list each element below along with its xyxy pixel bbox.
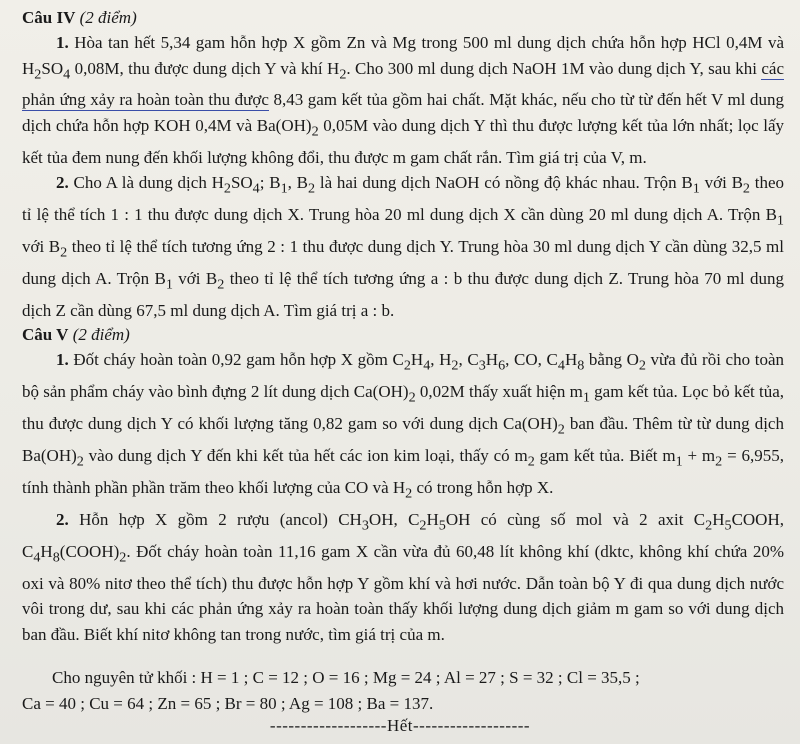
section-v-points: (2 điểm) xyxy=(72,325,130,345)
atomic-masses-line-1: Cho nguyên tử khối : H = 1 ; C = 12 ; O = 16 ; Mg = 24 ; Al = 27 ; S = 32 ; Cl = 35,5 ; xyxy=(52,668,640,688)
section-iv-points: (2 điểm) xyxy=(79,8,137,27)
section-iv-title xyxy=(22,6,784,30)
question-iv-1: 1. Hòa tan hết 5,34 gam hỗn hợp X gồm Zn và Mg trong 500 ml dung dịch chứa hỗn hợp HCl 0,4M và $H_2SO_4$ 0,08M, thu được dung dịch Y và khí $H_2$. Cho 300 ml dung dịch NaOH 1M vào dung dịch Y, sau khi các phản ứng xảy ra hoàn toàn thu được 8,43 gam kết tủa gồm hai chất. Mặt khác, nếu cho từ từ đến hết V ml dung dịch chứa hỗn hợp KOH 0,4M và $Ba(OH)_2$ 0,05M vào dung dịch Y thì thu được lượng kết tủa lớn nhất; lọc lấy kết tủa đem nung đến khối lượng không đổi, thu được m gam chất rắn. Tìm giá trị của V, m. xyxy=(22,33,785,167)
question-iv-2: 2. Cho A là dung dịch $H_2SO_4$; $B_1$, $B_2$ là hai dung dịch NaOH có nồng độ khác nhau. Trộn $B_1$ với $B_2$ theo tỉ lệ thể tích 1 : 1 thu được dung dịch X. Trung hòa 20 ml dung dịch X cần dùng 20 ml dung dịch A. Trộn $B_1$ với $B_2$ theo tỉ lệ thể tích tương ứng 2 : 1 thu được dung dịch Y. Trung hòa 30 ml dung dịch Y cần dùng 32,5 ml dung dịch A. Trộn $B_1$ với $B_2$ theo tỉ lệ thể tích tương ứng a : b thu được dung dịch Z. Trung hòa 70 ml dung dịch Z cần dùng 67,5 ml dung dịch A. Tìm giá trị a : b. xyxy=(22,173,785,320)
question-number: 1. xyxy=(56,33,69,52)
question-number: 2. xyxy=(56,173,69,193)
question-v-2: 2. Hỗn hợp X gồm 2 rượu (ancol) $CH_3OH$, $C_2H_5OH$ có cùng số mol và 2 axit $C_2H_5COOH$, $C_4H_8(COOH)_2$. Đốt cháy hoàn toàn 11,16 gam X cần vừa đủ 60,48 lít không khí (dktc, không khí chứa 20% oxi và 80% nitơ theo thể tích) thu được hỗn hợp Y gồm khí và hơi nước. Dẫn toàn bộ Y đi qua dung dịch nước vôi trong dư, sau khi các phản ứng xảy ra hoàn toàn thấy khối lượng dung dịch giảm m gam so với dung dịch ban đầu. Biết khí nitơ không tan trong nước, tìm giá trị của m. xyxy=(22,509,784,644)
question-number: 2. xyxy=(56,509,69,529)
atomic-masses-note xyxy=(22,665,784,716)
question-number: 1. xyxy=(56,350,69,370)
section-v-title xyxy=(22,323,784,347)
pen-underline-mark: các phản ứng xảy ra hoàn toàn thu được xyxy=(22,58,785,110)
end-of-exam-mark: -------------------Hết------------------- xyxy=(269,716,531,735)
section-iv-label: Câu IV xyxy=(22,8,76,27)
atomic-masses-line-2: Ca = 40 ; Cu = 64 ; Zn = 65 ; Br = 80 ; Ag = 108 ; Ba = 137. xyxy=(22,693,434,713)
section-v-label: Câu V xyxy=(22,325,69,345)
question-v-1: 1. Đốt cháy hoàn toàn 0,92 gam hỗn hợp X gồm $C_2H_4$, $H_2$, $C_3H_6$, CO, $C_4H_8$ bằng $O_2$ vừa đủ rồi cho toàn bộ sản phẩm cháy vào bình đựng 2 lít dung dịch $Ca(OH)_2$ 0,02M thấy xuất hiện $m_1$ gam kết tủa. Lọc bỏ kết tủa, thu được dung dịch Y có khối lượng tăng 0,82 gam so với dung dịch $Ca(OH)_2$ ban đầu. Thêm từ từ dung dịch $Ba(OH)_2$ vào dung dịch Y đến khi kết tủa hết các ion kim loại, thấy có $m_2$ gam kết tủa. Biết $m_1 + m_2 = 6,955$, tính thành phần phần trăm theo khối lượng của CO và $H_2$ có trong hỗn hợp X. xyxy=(22,350,785,502)
